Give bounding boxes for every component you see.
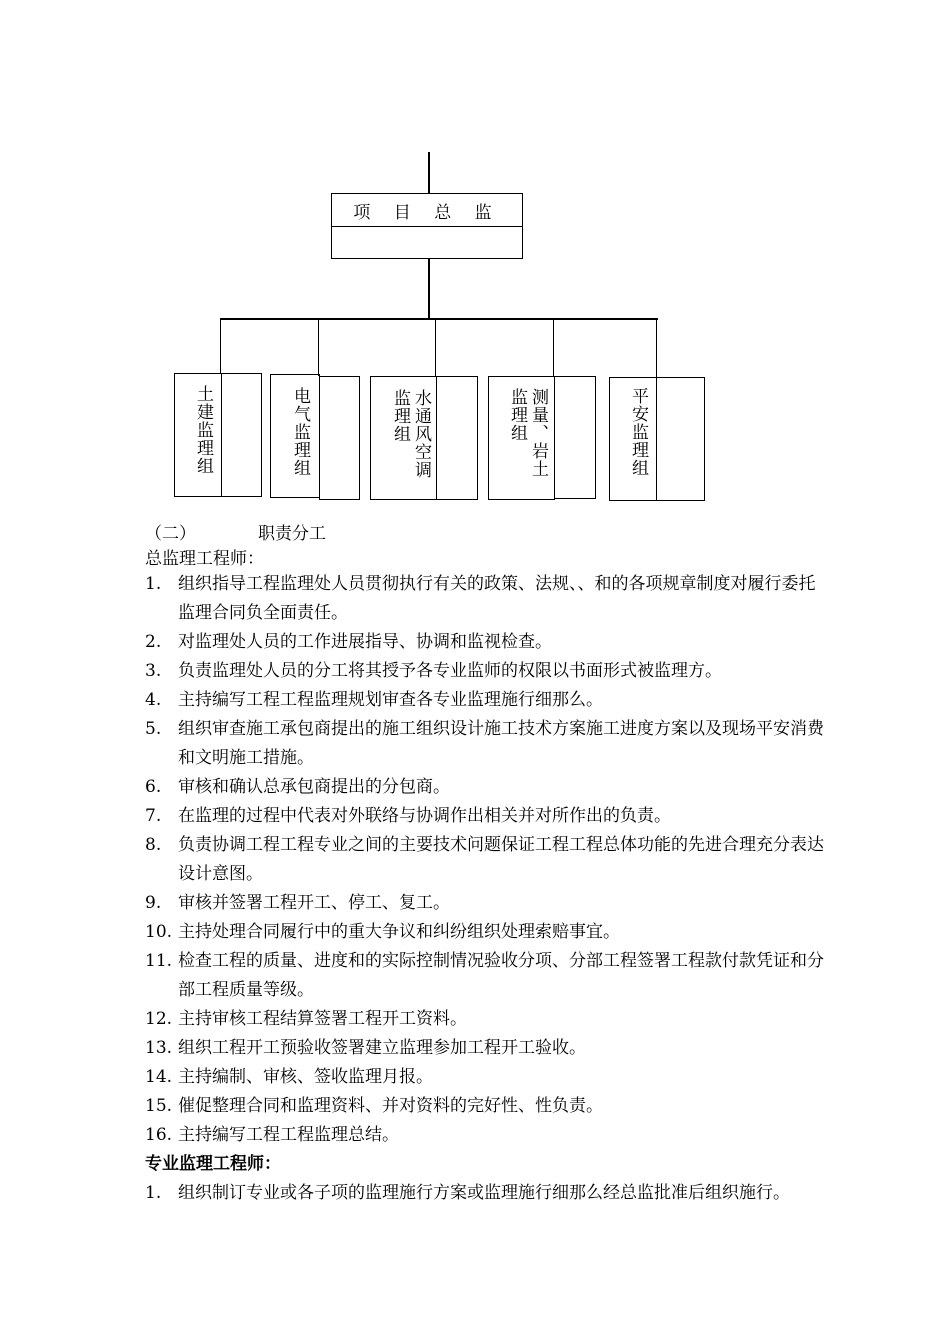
drop-line	[318, 318, 319, 376]
item-text: 主持审核工程结算签署工程开工资料。	[178, 1009, 467, 1029]
item-text: 在监理的过程中代表对外联络与协调作出相关并对所作出的负责。	[178, 806, 671, 826]
list-item	[145, 773, 825, 802]
list-item	[145, 715, 825, 773]
item-number: 14.	[145, 1067, 173, 1087]
item-text: 对监理处人员的工作进展指导、协调和监视检查。	[178, 632, 552, 652]
group-label-col1: 监理组	[507, 388, 527, 442]
item-number: 11.	[145, 951, 173, 971]
drop-line	[435, 318, 436, 377]
section-number: （二）	[145, 524, 196, 544]
group-box-side	[436, 376, 478, 500]
chief-heading: 总监理工程师：	[145, 549, 264, 569]
item-number: 13.	[145, 1038, 173, 1058]
list-item	[145, 831, 825, 889]
item-number: 7.	[145, 806, 162, 826]
item-number: 3.	[145, 661, 162, 681]
item-text: 催促整理合同和监理资料、并对资料的完好性、性负责。	[178, 1096, 603, 1116]
item-text: 审核和确认总承包商提出的分包商。	[178, 777, 450, 797]
item-text: 主持编写工程工程监理总结。	[178, 1125, 399, 1145]
list-item	[145, 570, 825, 628]
specialist-heading: 专业监理工程师：	[145, 1154, 281, 1174]
list-item	[145, 1005, 825, 1034]
item-text: 组织制订专业或各子项的监理施行方案或监理施行细那么经总监批准后组织施行。	[178, 1183, 790, 1203]
item-text: 组织工程开工预验收签署建立监理参加工程开工验收。	[178, 1038, 586, 1058]
item-number: 15.	[145, 1096, 173, 1116]
list-item	[145, 686, 825, 715]
group-label: 土建监理组	[193, 385, 213, 475]
group-label-col1: 监理组	[390, 389, 410, 443]
list-item	[145, 1034, 825, 1063]
group-box-side	[554, 376, 596, 499]
connector-line	[428, 152, 430, 193]
top-box-title: 项 目 总 监	[353, 202, 501, 223]
item-text: 审核并签署工程开工、停工、复工。	[178, 893, 450, 913]
item-number: 6.	[145, 777, 162, 797]
item-number: 8.	[145, 835, 162, 855]
list-item	[145, 1121, 825, 1150]
horizontal-bus-line	[220, 318, 658, 320]
item-text: 组织审查施工承包商提出的施工组织设计施工技术方案施工进度方案以及现场平安消费和文明施工措施。	[178, 719, 824, 768]
list-item	[145, 1179, 825, 1208]
item-text: 主持编写工程工程监理规划审查各专业监理施行细那么。	[178, 690, 603, 710]
list-item	[145, 628, 825, 657]
item-number: 10.	[145, 922, 173, 942]
item-text: 检查工程的质量、进度和的实际控制情况验收分项、分部工程签署工程款付款凭证和分部工程质量等级。	[178, 951, 824, 1000]
group-label-col2: 水通风空调	[411, 389, 431, 479]
responsibility-list	[145, 570, 825, 1208]
group-box-side	[319, 376, 360, 500]
list-item	[145, 918, 825, 947]
list-item	[145, 1063, 825, 1092]
item-text: 主持编制、审核、签收监理月报。	[178, 1067, 433, 1087]
drop-line	[553, 318, 554, 376]
item-number: 1.	[145, 1183, 162, 1203]
item-number: 1.	[145, 574, 162, 594]
connector-line	[428, 259, 430, 319]
item-text: 负责监理处人员的分工将其授予各专业监师的权限以书面形式被监理方。	[178, 661, 722, 681]
item-number: 9.	[145, 893, 162, 913]
list-item	[145, 657, 825, 686]
list-item	[145, 889, 825, 918]
item-text: 主持处理合同履行中的重大争议和纠纷组织处理索赔事宜。	[178, 922, 620, 942]
group-label: 平安监理组	[628, 387, 648, 477]
item-number: 2.	[145, 632, 162, 652]
list-item	[145, 947, 825, 1005]
item-text: 负责协调工程工程专业之间的主要技术问题保证工程工程总体功能的先进合理充分表达设计意图。	[178, 835, 824, 884]
item-number: 16.	[145, 1125, 173, 1145]
drop-line	[220, 318, 221, 374]
group-label: 电气监理组	[290, 387, 310, 477]
item-text: 组织指导工程监理处人员贯彻执行有关的政策、法规、、和的各项规章制度对履行委托监理合同负全面责任。	[178, 574, 816, 623]
drop-line	[656, 318, 657, 377]
group-label-col2: 测量、岩土	[528, 388, 548, 478]
group-box-side	[221, 373, 262, 497]
item-number: 5.	[145, 719, 162, 739]
item-number: 4.	[145, 690, 162, 710]
item-number: 12.	[145, 1009, 173, 1029]
list-item	[145, 802, 825, 831]
section-title: 职责分工	[258, 524, 326, 544]
list-item	[145, 1092, 825, 1121]
group-box-side	[656, 377, 705, 501]
